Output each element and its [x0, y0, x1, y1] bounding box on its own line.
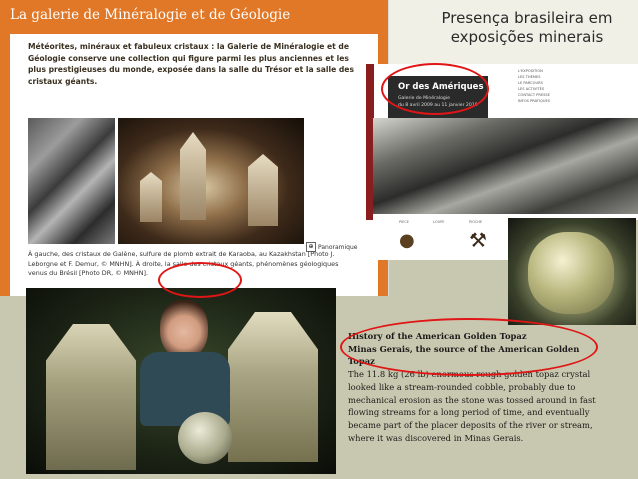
loupe-label[interactable]: LOUPE — [433, 220, 445, 224]
galerie-screenshot — [0, 0, 389, 296]
history-title: History of the American Golden Topaz — [348, 331, 527, 341]
ameriques-logo-title: Or des Amériques — [398, 82, 484, 92]
menu-item[interactable]: INFOS PRATIQUES — [518, 99, 551, 103]
crystal-shape — [180, 132, 206, 220]
ameriques-logo-subtitle: Galerie de Minéralogie — [398, 96, 450, 101]
highlight-oval-ameriques — [381, 63, 489, 115]
highlight-oval-bresil — [158, 262, 242, 298]
ameriques-icon-strip — [373, 214, 513, 260]
galerie-intro: Météorites, minéraux et fabuleux cristaux : la Galerie de Minéralogie et de Géologie conserve une collection qui figure parmi les plus anciennes et les plus prestigieuses du monde, exposée dans la salle du Trésor et la salle des cristaux géants. — [28, 42, 354, 86]
menu-item[interactable]: LES ACTIVITÉS — [518, 87, 545, 91]
ameriques-menu — [518, 68, 550, 104]
galerie-sidebar — [0, 34, 10, 296]
pioche-label[interactable]: PIOCHE — [469, 220, 483, 224]
ameriques-miners-photo — [373, 118, 638, 214]
girl-head — [160, 300, 208, 358]
faceted-topaz — [528, 232, 614, 314]
piece-label[interactable]: PIECE — [399, 220, 410, 224]
pickaxe-icon[interactable]: ⚒ — [469, 228, 487, 252]
crystal-shape — [140, 172, 162, 222]
galena-crystals-photo — [28, 118, 115, 244]
slide-headline: Presença brasileira em exposições minerais — [441, 9, 613, 46]
menu-item[interactable]: L'EXPOSITION — [518, 69, 543, 73]
topaz-crystal-left — [46, 324, 136, 470]
menu-item[interactable]: LE PARCOURS — [518, 81, 543, 85]
topaz-crystal-right — [228, 312, 318, 462]
menu-item[interactable]: LES THÈMES — [518, 75, 541, 79]
galerie-title: La galerie de Minéralogie et de Géologie — [10, 7, 291, 23]
nugget-icon[interactable]: ● — [399, 230, 415, 251]
cut-topaz-gem — [178, 412, 232, 464]
giant-crystals-hall-photo — [118, 118, 304, 244]
highlight-oval-history — [340, 318, 598, 376]
history-body: The 11.8 kg (26 lb) enormous rough golden topaz crystal looked like a stream-rounded cobble, probably due to mechanical erosion as the stone was tossed around in fast flowing streams for a long period of time, and eventually became part of the placer deposits of the river or stream, where it was discovered in Minas Gerais. — [348, 369, 596, 443]
panoramique-icon[interactable]: ⊕ — [306, 242, 316, 252]
panoramique-link[interactable]: Panoramique — [318, 244, 358, 251]
menu-item[interactable]: CONTACT PRESSE — [518, 93, 550, 97]
crystal-shape — [248, 154, 278, 226]
ameriques-logo-dates: du 8 avril 2009 au 11 janvier 2010 — [398, 103, 478, 108]
history-subtitle: Minas Gerais, the source of the American Golden Topaz — [348, 343, 580, 367]
galerie-caption: À gauche, des cristaux de Galène, sulfure de plomb extrait de Karaoba, au Kazakhstan [Photo J. Leborgne et F. Demur, © MNHN]. À droite, la salle des cristaux géants, phénomènes géologiques venus du Brésil [Photo DR, © MNHN]. — [28, 250, 339, 278]
